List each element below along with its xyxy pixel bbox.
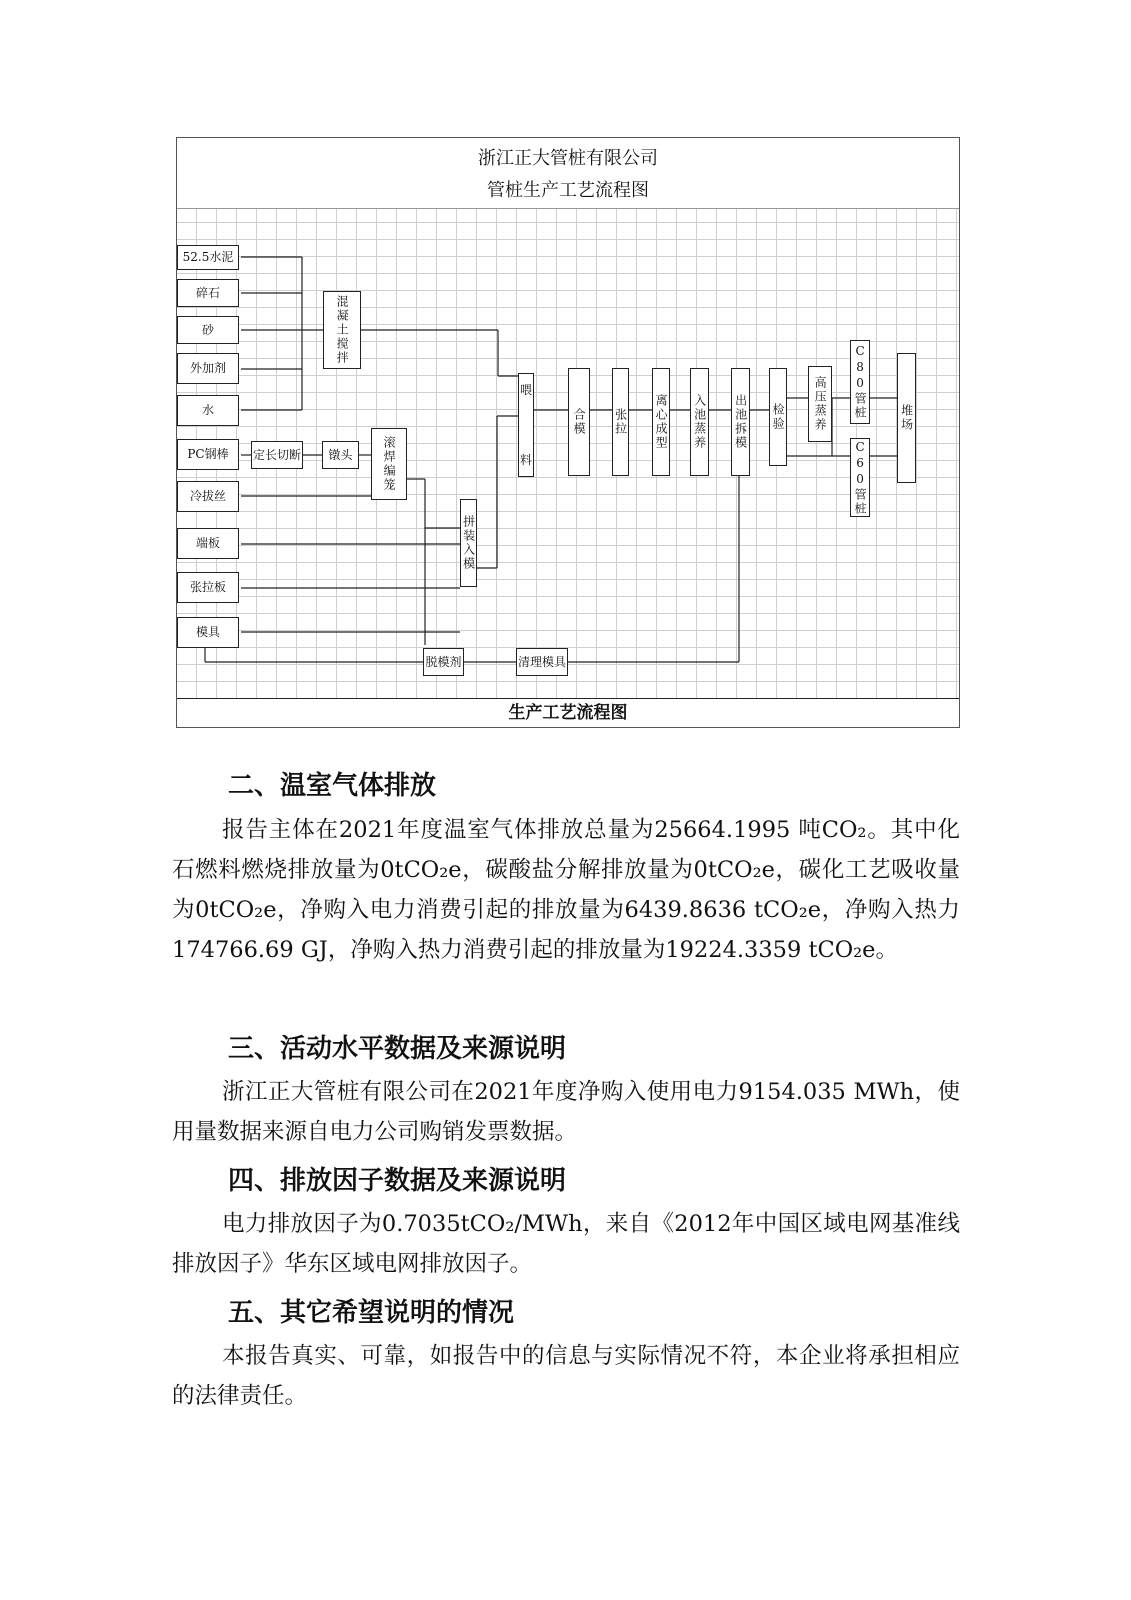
step-feeding-top: 喂	[519, 383, 532, 397]
step-storage-yard: 堆场	[897, 353, 916, 483]
input-box-end-plate: 端板	[177, 528, 239, 559]
section-body-emission-factor	[172, 1204, 960, 1284]
step-release-agent: 脱模剂	[423, 648, 464, 676]
step-concrete-mixing: 混凝土搅拌	[323, 291, 361, 369]
activity-data-paragraph: 浙江正大管桩有限公司在2021年度净购入使用电力9154.035 MWh，使用量数据来源自电力公司购销发票数据。	[172, 1079, 960, 1145]
step-cage-welding: 滚焊编笼	[371, 428, 407, 500]
other-notes-paragraph: 本报告真实、可靠，如报告中的信息与实际情况不符，本企业将承担相应的法律责任。	[172, 1343, 960, 1409]
step-feeding	[518, 373, 534, 477]
step-autoclave-curing: 高压蒸养	[808, 366, 832, 442]
input-box-admixture: 外加剂	[177, 353, 239, 384]
step-upsetting: 镦头	[322, 441, 359, 469]
input-box-cement: 52.5水泥	[177, 245, 239, 270]
step-feeding-bottom: 料	[519, 452, 532, 467]
input-box-sand: 砂	[177, 316, 239, 344]
emission-factor-paragraph: 电力排放因子为0.7035tCO₂/MWh，来自《2012年中国区域电网基准线排放因子》华东区域电网排放因子。	[172, 1211, 960, 1277]
step-steam-curing: 入池蒸养	[690, 368, 709, 476]
section-body-emissions	[172, 810, 960, 970]
process-flowchart	[176, 137, 960, 728]
step-mold-closing: 合模	[568, 368, 590, 476]
product-c80-pile: C80管桩	[850, 340, 870, 424]
section-heading-other-notes: 五、其它希望说明的情况	[228, 1298, 515, 1328]
input-box-gravel: 碎石	[177, 279, 239, 307]
flowchart-caption: 生产工艺流程图	[177, 698, 959, 727]
input-box-tension-plate: 张拉板	[177, 572, 239, 603]
section-heading-emissions: 二、温室气体排放	[228, 771, 437, 801]
section-heading-emission-factor: 四、排放因子数据及来源说明	[228, 1166, 567, 1196]
input-box-water: 水	[177, 395, 239, 426]
step-inspection: 检验	[769, 368, 787, 466]
product-c60-pile: C60管桩	[850, 438, 870, 517]
step-cut-to-length: 定长切断	[251, 441, 303, 469]
emissions-paragraph: 报告主体在2021年度温室气体排放总量为25664.1995 吨CO₂。其中化石燃料燃烧排放量为0tCO₂e，碳酸盐分解排放量为0tCO₂e，碳化工艺吸收量为0tCO₂e，净购入电力消费引起的排放量为6439.8636 tCO₂e，净购入热力174766.69 GJ，净购入热力消费引起的排放量为19224.3359 tCO₂e。	[172, 817, 960, 963]
step-mold-cleaning: 清理模具	[516, 648, 568, 676]
section-body-activity-data	[172, 1072, 960, 1152]
input-box-pc-steel-bar: PC钢棒	[177, 439, 239, 470]
input-box-cold-drawn-wire: 冷拔丝	[177, 481, 239, 512]
step-centrifugal-forming: 离心成型	[652, 368, 670, 476]
step-assemble-into-mold: 拼装入模	[460, 499, 477, 587]
step-demolding: 出池拆模	[731, 368, 750, 476]
section-body-other-notes	[172, 1336, 960, 1416]
flowchart-title: 管桩生产工艺流程图	[177, 176, 959, 202]
input-box-mold: 模具	[177, 617, 239, 648]
flowchart-company: 浙江正大管桩有限公司	[177, 144, 959, 170]
section-heading-activity-data: 三、活动水平数据及来源说明	[228, 1034, 567, 1064]
step-tensioning: 张拉	[612, 368, 629, 476]
